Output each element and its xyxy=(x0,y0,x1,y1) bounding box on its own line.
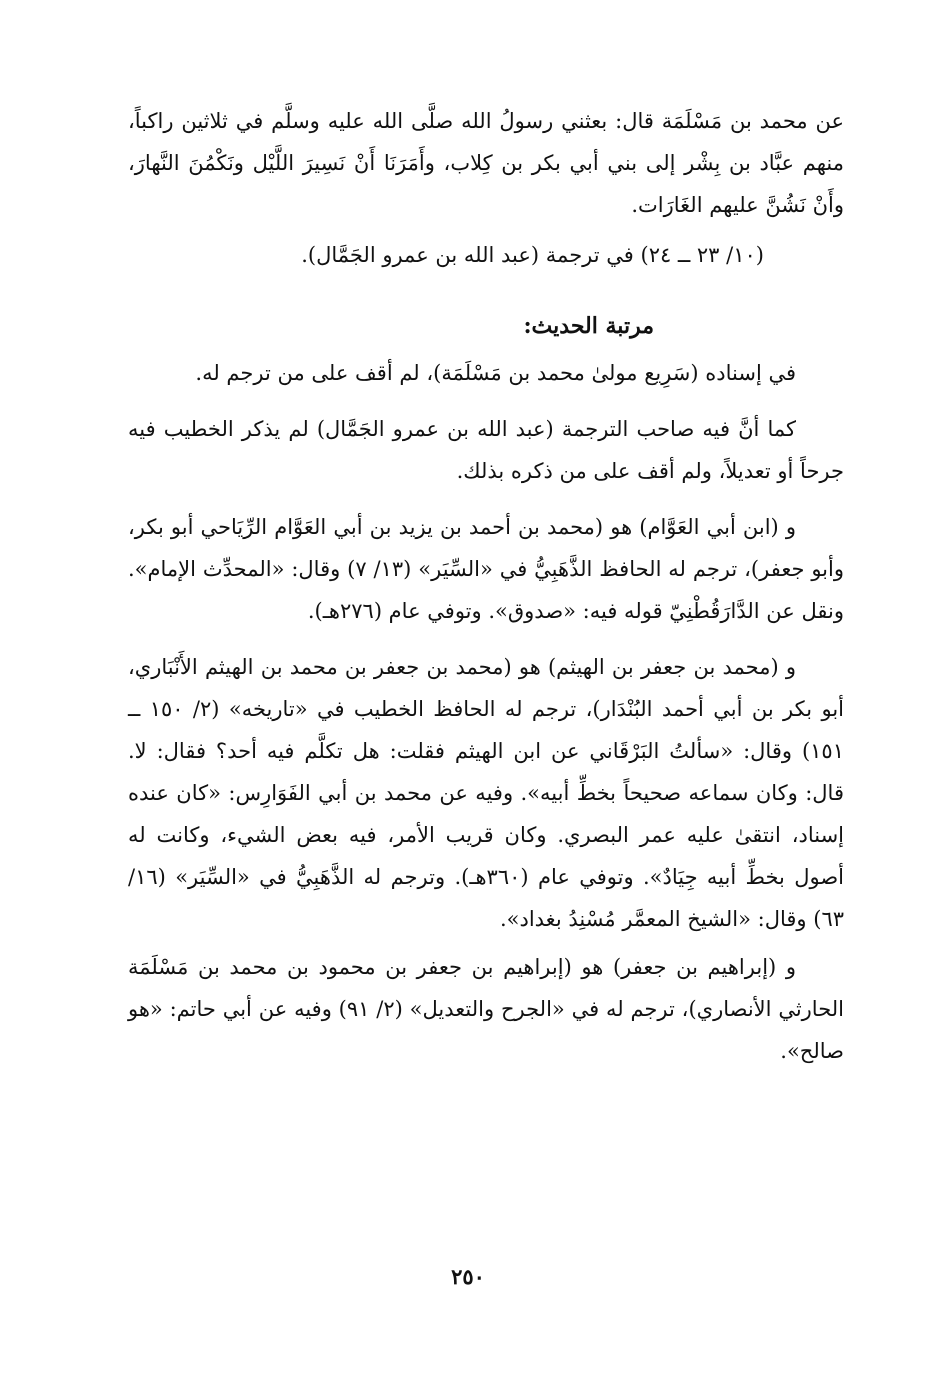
narrator-biography-paragraph: و (محمد بن جعفر بن الهيثم) هو (محمد بن جعفر بن محمد بن الهيثم الأَنْبَاري، أبو بكر بن أبي أحمد البُنْدَار)، ترجم له الحافظ الخطيب في «تاريخه» (٢/ ١٥٠ ــ ١٥١) وقال: «سألتُ البَرْقَاني عن ابن الهيثم فقلت: هل تكلَّم فيه أحد؟ فقال: لا. قال: وكان سماعه صحيحاً بخطِّ أبيه». وفيه عن محمد بن أبي الفَوَارِس: «كان عنده إسناد، انتقىٰ عليه عمر البصري. وكان قريب الأمر، فيه بعض الشيء، وكانت له أصول بخطِّ أبيه جِيَادٌ». وتوفي عام (٣٦٠هـ). وترجم له الذَّهَبِيُّ في «السِّيَر» (١٦/ ٦٣) وقال: «الشيخ المعمَّر مُسْنِدُ بغداد». xyxy=(128,655,844,931)
narrator-note-paragraph: كما أنَّ فيه صاحب الترجمة (عبد الله بن عمرو الجَمَّال) لم يذكر الخطيب فيه جرحاً أو تعديلاً، ولم أقف على من ذكره بذلك. xyxy=(128,417,844,483)
source-reference: (١٠/ ٢٣ ــ ٢٤) في ترجمة (عبد الله بن عمرو الجَمَّال). xyxy=(301,243,764,267)
isnad-note-paragraph: في إسناده (سَرِيع مولىٰ محمد بن مَسْلَمَة)، لم أقف على من ترجم له. xyxy=(195,361,796,385)
page-number: ٢٥٠ xyxy=(451,1264,485,1289)
narrator-biography-paragraph: و (إبراهيم بن جعفر) هو (إبراهيم بن جعفر بن محمود بن محمد بن مَسْلَمَة الحارثي الأنصاري)، ترجم له في «الجرح والتعديل» (٢/ ٩١) وفيه عن أبي حاتم: «هو صالح». xyxy=(128,955,844,1063)
narrator-biography-paragraph: و (ابن أبي العَوَّام) هو (محمد بن أحمد بن يزيد بن أبي العَوَّام الرِّيَاحي أبو بكر، وأبو جعفر)، ترجم له الحافظ الذَّهَبِيُّ في «السِّيَر» (١٣/ ٧) وقال: «المحدِّث الإمام». ونقل عن الدَّارَقُطْنِيّ قوله فيه: «صدوق». وتوفي عام (٢٧٦هـ). xyxy=(128,515,844,623)
page-body xyxy=(128,100,844,1072)
section-heading: مرتبة الحديث: xyxy=(523,313,654,339)
hadith-text-paragraph: عن محمد بن مَسْلَمَة قال: بعثني رسولُ الله صلَّى الله عليه وسلَّم في ثلاثين راكباً، منهم عبَّاد بن بِشْر إلى بني أبي بكر بن كِلاب، وأَمَرَنَا أَنْ نَسِيرَ اللَّيْل ونَكْمُنَ النَّهارَ، وأَنْ نَشُنَّ عليهم الغَارَات. xyxy=(128,109,844,217)
